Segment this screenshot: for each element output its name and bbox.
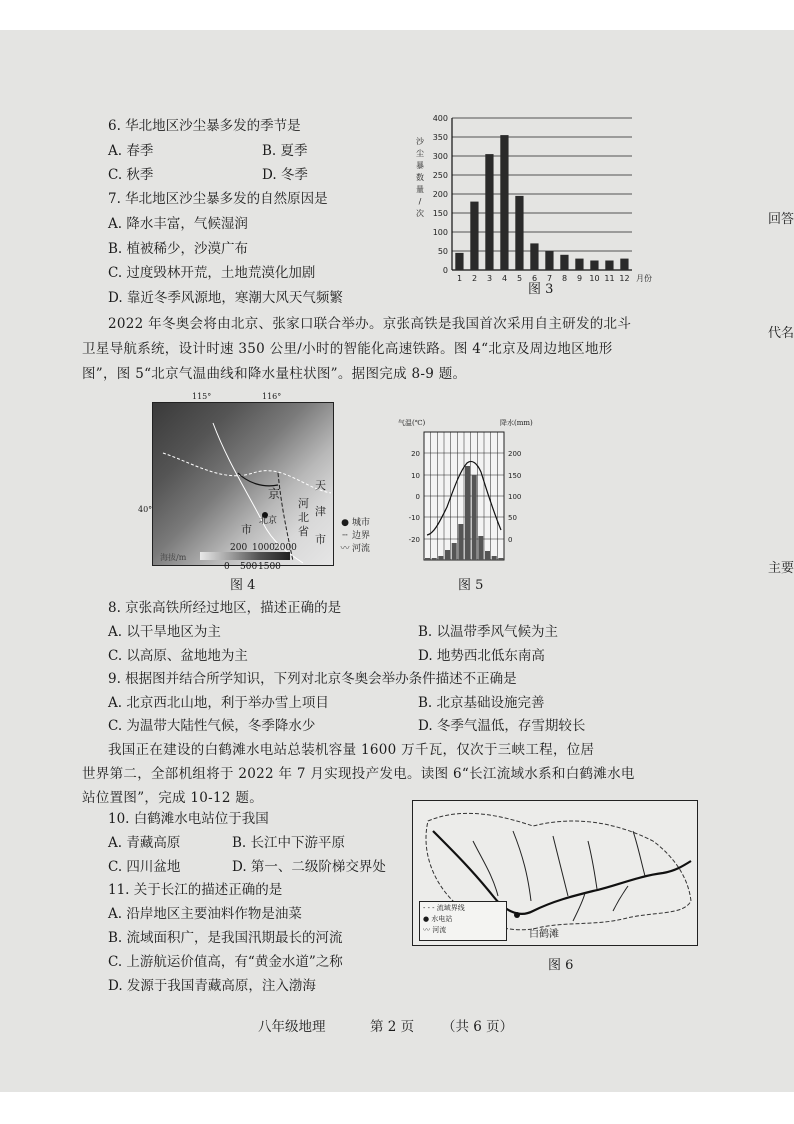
fig6-legend-river: 河流 [432,926,447,934]
fig3-bar [515,196,523,270]
fig5-temp-label: 气温(℃) [398,419,426,427]
fig5-t20: 20 [411,450,420,458]
q11-option-c: C. 上游航运价值高，有“黄金水道”之称 [108,954,343,970]
fig6-caption: 图 6 [548,958,574,973]
fig6-label-baihetan: 白鹤滩 [529,929,559,940]
fig3-y-axis-label-char: 沙 [416,137,424,146]
fig3-ytick-label: 200 [432,190,448,199]
q10-stem: 10. 白鹤滩水电站位于我国 [108,811,269,827]
fig3-bar [545,251,553,270]
fig5-tm10: -10 [408,514,420,522]
passage2-line2: 世界第二，全部机组将于 2022 年 7 月实现投产发电。读图 6“长江流域水系和白鹤滩水电 [82,766,635,782]
fig5-climate-chart [398,426,530,566]
footer-page: 第 2 页 [370,1019,415,1035]
fig5-precip-label: 降水(mm) [500,419,533,427]
fig5-p200: 200 [508,450,522,458]
q8-option-d: D. 地势西北低东南高 [418,648,545,664]
fig4-scale-500: 500 [240,562,258,572]
fig4-scale-0: 0 [224,562,230,572]
fig5-p150: 150 [508,472,522,480]
fig3-xtick-label: 10 [589,274,600,283]
fig4-scale-1500: 1500 [258,562,281,572]
fig5-p0: 0 [508,536,513,544]
fig3-ytick-label: 300 [432,152,448,161]
footer-subject: 八年级地理 [258,1019,326,1035]
q7-option-d: D. 靠近冬季风源地，寒潮大风天气频繁 [108,290,343,306]
passage2-line3: 站位置图”，完成 10-12 题。 [82,790,264,806]
fig4-label-bei: 北 [298,511,309,524]
fig4-lat: 40° [138,505,153,514]
fig4-scale-2000: 2000 [274,543,297,553]
footer-total: （共 6 页） [442,1019,514,1035]
margin-text-3: 主要 [768,561,794,576]
fig4-label-sheng: 省 [298,525,309,538]
fig3-caption: 图 3 [528,282,554,297]
fig3-bar [455,253,463,270]
fig3-bar [620,259,628,270]
fig4-elevation-scale [200,552,290,560]
fig3-y-axis-label-char: 量 [416,185,424,194]
q7-option-c: C. 过度毁林开荒，土地荒漠化加剧 [108,265,316,281]
fig3-xtick-label: 3 [486,274,493,283]
fig5-caption: 图 5 [458,578,484,593]
fig6-legend-station: 水电站 [431,915,453,923]
q10-option-b: B. 长江中下游平原 [232,835,346,851]
fig3-bar [500,135,508,270]
fig3-ytick-label: 0 [442,266,448,275]
fig4-scale-label: 海拔/m [160,553,187,562]
fig3-y-axis-label-char: 尘 [416,149,424,158]
fig4-label-tian: 天 [315,479,326,492]
fig4-lon2: 116° [262,392,282,401]
q6-stem: 6. 华北地区沙尘暴多发的季节是 [108,118,301,134]
q6-option-b: B. 夏季 [262,143,308,159]
fig4-label-jin: 津 [315,505,326,518]
fig3-xtick-label: 6 [531,274,538,283]
q9-option-c: C. 为温带大陆性气候，冬季降水少 [108,718,316,734]
fig5-t10: 10 [411,472,420,480]
q7-stem: 7. 华北地区沙尘暴多发的自然原因是 [108,191,328,207]
fig3-y-axis-label-char: / [418,197,422,206]
q10-option-d: D. 第一、二级阶梯交界处 [232,859,386,875]
q9-stem: 9. 根据图并结合所学知识，下列对北京冬奥会举办条件描述不正确是 [108,671,517,687]
passage2-line1: 我国正在建设的白鹤滩水电站总装机容量 1600 万千瓦，仅次于三峡工程，位居 [108,742,595,758]
q6-option-a: A. 春季 [108,143,154,159]
q11-option-d: D. 发源于我国青藏高原，注入渤海 [108,978,316,994]
fig3-bar [485,154,493,270]
passage1-line2: 卫星导航系统，设计时速 350 公里/小时的智能化高速铁路。图 4“北京及周边地区地形 [82,341,613,357]
q9-option-a: A. 北京西北山地，利于举办雪上项目 [108,695,329,711]
fig3-bar [470,202,478,270]
fig4-lon1: 115° [192,392,212,401]
fig3-ytick-label: 100 [432,228,448,237]
fig6-legend-boundary: 流域界线 [436,904,465,912]
fig4-legend-city: 城市 [352,518,371,528]
fig3-bar [575,259,583,270]
fig3-xtick-label: 11 [604,274,615,283]
q8-option-c: C. 以高原、盆地地为主 [108,648,248,664]
fig3-x-axis-label: 月份 [636,274,652,283]
q9-option-d: D. 冬季气温低，存雪期较长 [418,718,586,734]
q11-option-b: B. 流域面积广，是我国汛期最长的河流 [108,930,343,946]
fig4-terrain-map [152,402,334,566]
fig6-legend: - - - 流域界线 ● 水电站 〰 河流 [419,901,507,941]
fig4-label-shi: 市 [241,523,252,536]
q7-option-a: A. 降水丰富，气候湿润 [108,216,248,232]
q8-option-b: B. 以温带季风气候为主 [418,624,559,640]
fig4-legend-river: 河流 [352,544,371,554]
fig5-tm20: -20 [408,536,420,544]
passage1-line3: 图”，图 5“北京气温曲线和降水量柱状图”。据图完成 8-9 题。 [82,366,467,382]
fig4-legend-border: 边界 [352,531,371,541]
fig4-label-beijing: 北京 [259,516,278,526]
fig4-label-jing: 京 [268,487,281,501]
fig3-y-axis-label-char: 暴 [416,161,424,170]
fig3-bar [530,243,538,270]
margin-text-1: 回答 [768,212,794,227]
fig3-xtick-label: 2 [471,274,478,283]
fig3-xtick-label: 12 [619,274,630,283]
fig3-bar [605,261,613,271]
fig3-ytick-label: 50 [437,247,448,256]
q6-option-c: C. 秋季 [108,167,154,183]
q7-option-b: B. 植被稀少，沙漠广布 [108,241,249,257]
fig3-y-axis-label-char: 数 [416,173,424,182]
fig3-ytick-label: 350 [432,133,448,142]
q9-option-b: B. 北京基础设施完善 [418,695,545,711]
q6-option-d: D. 冬季 [262,167,308,183]
q10-option-a: A. 青藏高原 [108,835,181,851]
fig3-bar [590,261,598,271]
fig3-xtick-label: 8 [561,274,568,283]
q10-option-c: C. 四川盆地 [108,859,181,875]
fig5-t0: 0 [415,493,420,501]
fig4-label-shi2: 市 [315,533,326,546]
fig4-scale-1000: 1000 [252,543,275,553]
q11-stem: 11. 关于长江的描述正确的是 [108,882,283,898]
fig3-bar [560,255,568,270]
fig3-bar-chart [408,110,668,295]
fig4-caption: 图 4 [230,578,256,593]
fig6-yangtze-map [412,800,698,946]
fig5-p50: 50 [508,514,517,522]
q8-option-a: A. 以干旱地区为主 [108,624,221,640]
fig3-xtick-label: 5 [516,274,523,283]
fig3-xtick-label: 1 [456,274,463,283]
q11-option-a: A. 沿岸地区主要油料作物是油菜 [108,906,302,922]
fig4-legend: ● 城市 ┄ 边界 〰 河流 [340,518,371,554]
margin-text-2: 代名 [768,326,794,341]
q8-stem: 8. 京张高铁所经过地区，描述正确的是 [108,600,342,616]
fig5-p100: 100 [508,493,522,501]
fig3-xtick-label: 4 [501,274,508,283]
fig3-y-axis-label-char: 次 [416,209,424,218]
fig3-ytick-label: 150 [432,209,448,218]
fig3-ytick-label: 250 [432,171,448,180]
fig4-scale-200: 200 [230,543,248,553]
fig3-xtick-label: 9 [576,274,583,283]
passage1-line1: 2022 年冬奥会将由北京、张家口联合举办。京张高铁是我国首次采用自主研发的北斗 [108,316,632,332]
fig4-label-he: 河 [298,497,309,510]
fig3-xtick-label: 7 [546,274,553,283]
fig3-ytick-label: 400 [432,114,448,123]
